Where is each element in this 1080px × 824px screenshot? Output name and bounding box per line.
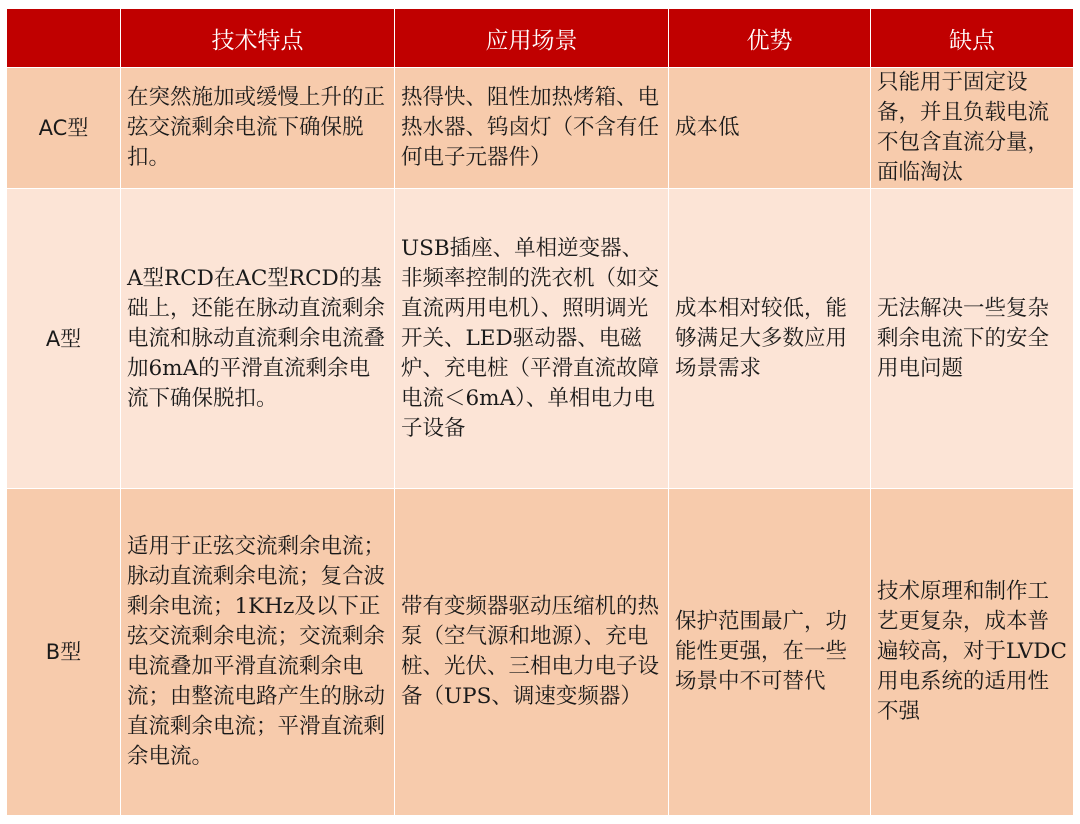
table-row-ac	[7, 68, 1074, 189]
advantage-cell: 成本相对较低，能够满足大多数应用场景需求	[669, 189, 871, 489]
advantage-cell: 保护范围最广，功能性更强，在一些场景中不可替代	[669, 489, 871, 816]
type-cell: A型	[7, 189, 121, 489]
tech-cell: 适用于正弦交流剩余电流；脉动直流剩余电流；复合波剩余电流；1KHz及以下正弦交流剩余电流；交流剩余电流叠加平滑直流剩余电流；由整流电路产生的脉动直流剩余电流；平滑直流剩余电流。	[121, 489, 395, 816]
header-cell-advantage: 优势	[669, 9, 871, 68]
tech-cell: A型RCD在AC型RCD的基础上，还能在脉动直流剩余电流和脉动直流剩余电流叠加6mA的平滑直流剩余电流下确保脱扣。	[121, 189, 395, 489]
type-cell: AC型	[7, 68, 121, 189]
table-row-a	[7, 189, 1074, 489]
table-body	[7, 68, 1074, 816]
header-cell-scenario: 应用场景	[395, 9, 669, 68]
disadvantage-cell: 技术原理和制作工艺更复杂，成本普遍较高，对于LVDC用电系统的适用性不强	[871, 489, 1074, 816]
advantage-cell: 成本低	[669, 68, 871, 189]
tech-cell: 在突然施加或缓慢上升的正弦交流剩余电流下确保脱扣。	[121, 68, 395, 189]
disadvantage-cell: 无法解决一些复杂剩余电流下的安全用电问题	[871, 189, 1074, 489]
table-header	[7, 9, 1074, 68]
scenario-cell: USB插座、单相逆变器、非频率控制的洗衣机（如交直流两用电机）、照明调光开关、LED驱动器、电磁炉、充电桩（平滑直流故障电流＜6mA）、单相电力电子设备	[395, 189, 669, 489]
header-cell-disadvantage: 缺点	[871, 9, 1074, 68]
scenario-cell: 热得快、阻性加热烤箱、电热水器、钨卤灯（不含有任何电子元器件）	[395, 68, 669, 189]
header-cell-tech: 技术特点	[121, 9, 395, 68]
table-row-b	[7, 489, 1074, 816]
header-cell-blank	[7, 9, 121, 68]
header-row	[7, 9, 1074, 68]
disadvantage-cell: 只能用于固定设备，并且负载电流不包含直流分量，面临淘汰	[871, 68, 1074, 189]
scenario-cell: 带有变频器驱动压缩机的热泵（空气源和地源）、充电桩、光伏、三相电力电子设备（UPS、调速变频器）	[395, 489, 669, 816]
type-cell: B型	[7, 489, 121, 816]
rcd-comparison-table	[6, 8, 1074, 816]
